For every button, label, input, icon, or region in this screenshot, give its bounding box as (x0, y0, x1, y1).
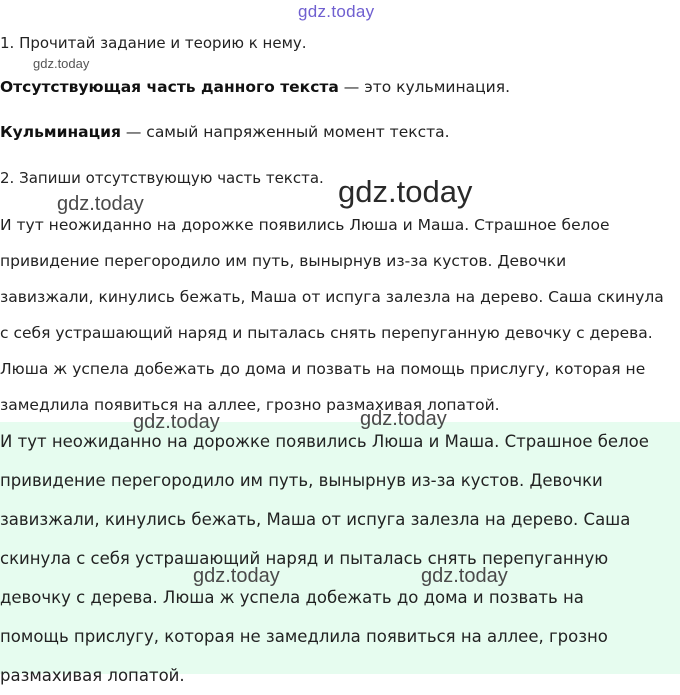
watermark-small: gdz.today (33, 56, 90, 71)
culmination-definition (0, 125, 450, 141)
task-2-instruction: 2. Запиши отсутствующую часть текста. (0, 169, 324, 187)
watermark-medium: gdz.today (133, 411, 220, 433)
watermark-top: gdz.today (298, 2, 375, 21)
answer-line: помощь прислугу, которая не замедлила появиться на аллее, грозно (0, 627, 608, 646)
text-line: привидение перегородило им путь, вынырнув из-за кустов. Девочки (0, 252, 567, 270)
watermark-medium: gdz.today (360, 408, 447, 430)
watermark-medium: gdz.today (421, 565, 508, 587)
answer-line: И тут неожиданно на дорожке появились Люша и Маша. Страшное белое (0, 432, 649, 451)
watermark-medium: gdz.today (57, 193, 144, 215)
answer-text (0, 422, 649, 695)
text-line: с себя устрашающий наряд и пыталась снять перепуганную девочку с дерева. (0, 324, 653, 342)
answer-line: размахивая лопатой. (0, 666, 185, 685)
answer-line: завизжали, кинулись бежать, Маша от испуга залезла на дерево. Саша (0, 510, 631, 529)
text-line: Люша ж успела добежать до дома и позвать на помощь прислугу, которая не (0, 360, 646, 378)
source-text (0, 207, 680, 423)
answer-line: скинула с себя устрашающий наряд и пыталась снять перепуганную (0, 549, 609, 568)
watermark-medium: gdz.today (193, 565, 280, 587)
missing-part-statement (0, 80, 510, 96)
culmination-rest: — самый напряженный момент текста. (120, 123, 450, 141)
answer-line: привидение перегородило им путь, вынырнув из-за кустов. Девочки (0, 471, 603, 490)
text-line: И тут неожиданно на дорожке появились Люша и Маша. Страшное белое (0, 216, 610, 234)
task-1-instruction: 1. Прочитай задание и теорию к нему. (0, 34, 307, 52)
missing-part-rest: — это кульминация. (338, 78, 510, 96)
missing-part-bold: Отсутствующая часть данного текста (0, 78, 339, 96)
watermark-large: gdz.today (338, 174, 473, 209)
answer-block (0, 422, 680, 685)
culmination-bold: Кульминация (0, 123, 121, 141)
text-line: завизжали, кинулись бежать, Маша от испуга залезла на дерево. Саша скинула (0, 288, 664, 306)
answer-line: девочку с дерева. Люша ж успела добежать до дома и позвать на (0, 588, 584, 607)
text-line: замедлила появиться на аллее, грозно размахивая лопатой. (0, 396, 500, 414)
